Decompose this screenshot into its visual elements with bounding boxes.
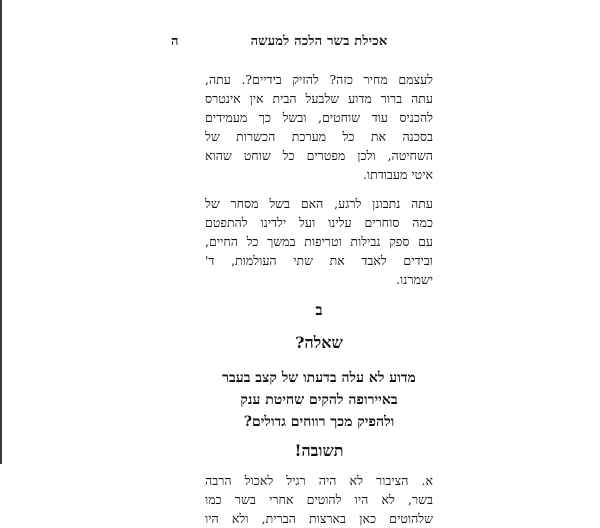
text-line: ישמרנו. xyxy=(396,272,433,287)
question-label: שאלה? xyxy=(295,333,343,352)
text-line: בסכנה את כל מערכת הכשרות של xyxy=(205,129,433,144)
text-line: השחיטה, ולכן מפטרים כל שוחט שהוא xyxy=(205,148,433,163)
paragraph-2 xyxy=(205,194,433,289)
text-line: כמה סוחרים עלינו ועל ילדינו להתפטם xyxy=(205,215,433,230)
text-line: עתה ברור מדוע שלבעל הבית אין אינטרס xyxy=(205,91,433,106)
text-line: בשר, לא היו להוטים אחרי בשר כמו xyxy=(205,492,433,507)
text-line: ובידים לאבד את שתי העולמות, ד' xyxy=(205,253,433,268)
text-line: לעצמם מחיר כזה? להזיק בידיים?. עתה, xyxy=(205,72,433,87)
section-letter: ב xyxy=(315,301,323,319)
question-text xyxy=(205,367,433,433)
paragraph-1 xyxy=(205,70,433,184)
running-header-title: אכילת בשר הלכה למעשה xyxy=(250,34,388,49)
scan-edge xyxy=(0,0,2,464)
page-number: ה xyxy=(171,34,179,49)
answer-label: תשובה! xyxy=(294,441,344,460)
paragraph-3 xyxy=(205,471,433,528)
question-line: באיירופה להקים שחיטת ענק xyxy=(240,392,398,408)
text-line: להכניס עוד שוחטים, ובשל כך מעמידים xyxy=(205,110,433,125)
text-line: עם ספק נבילות וטריפות במשך כל החיים, xyxy=(205,234,433,249)
running-header xyxy=(171,32,433,52)
text-line: עתה נתבונן לרגע, האם בשל מסחר של xyxy=(205,196,433,211)
text-line: שלהוטים כאן בארצות הברית, ולא היו xyxy=(205,511,433,526)
text-line: א. הציבור לא היה רגיל לאכול הרבה xyxy=(205,473,433,488)
book-page xyxy=(171,32,433,528)
question-line: מדוע לא עלה בדעתו של קצב בעבר xyxy=(222,370,416,386)
text-line: איטי מעבודתו. xyxy=(362,167,433,182)
question-line: ולהפיק מכך רווחים גדולים? xyxy=(243,414,395,430)
